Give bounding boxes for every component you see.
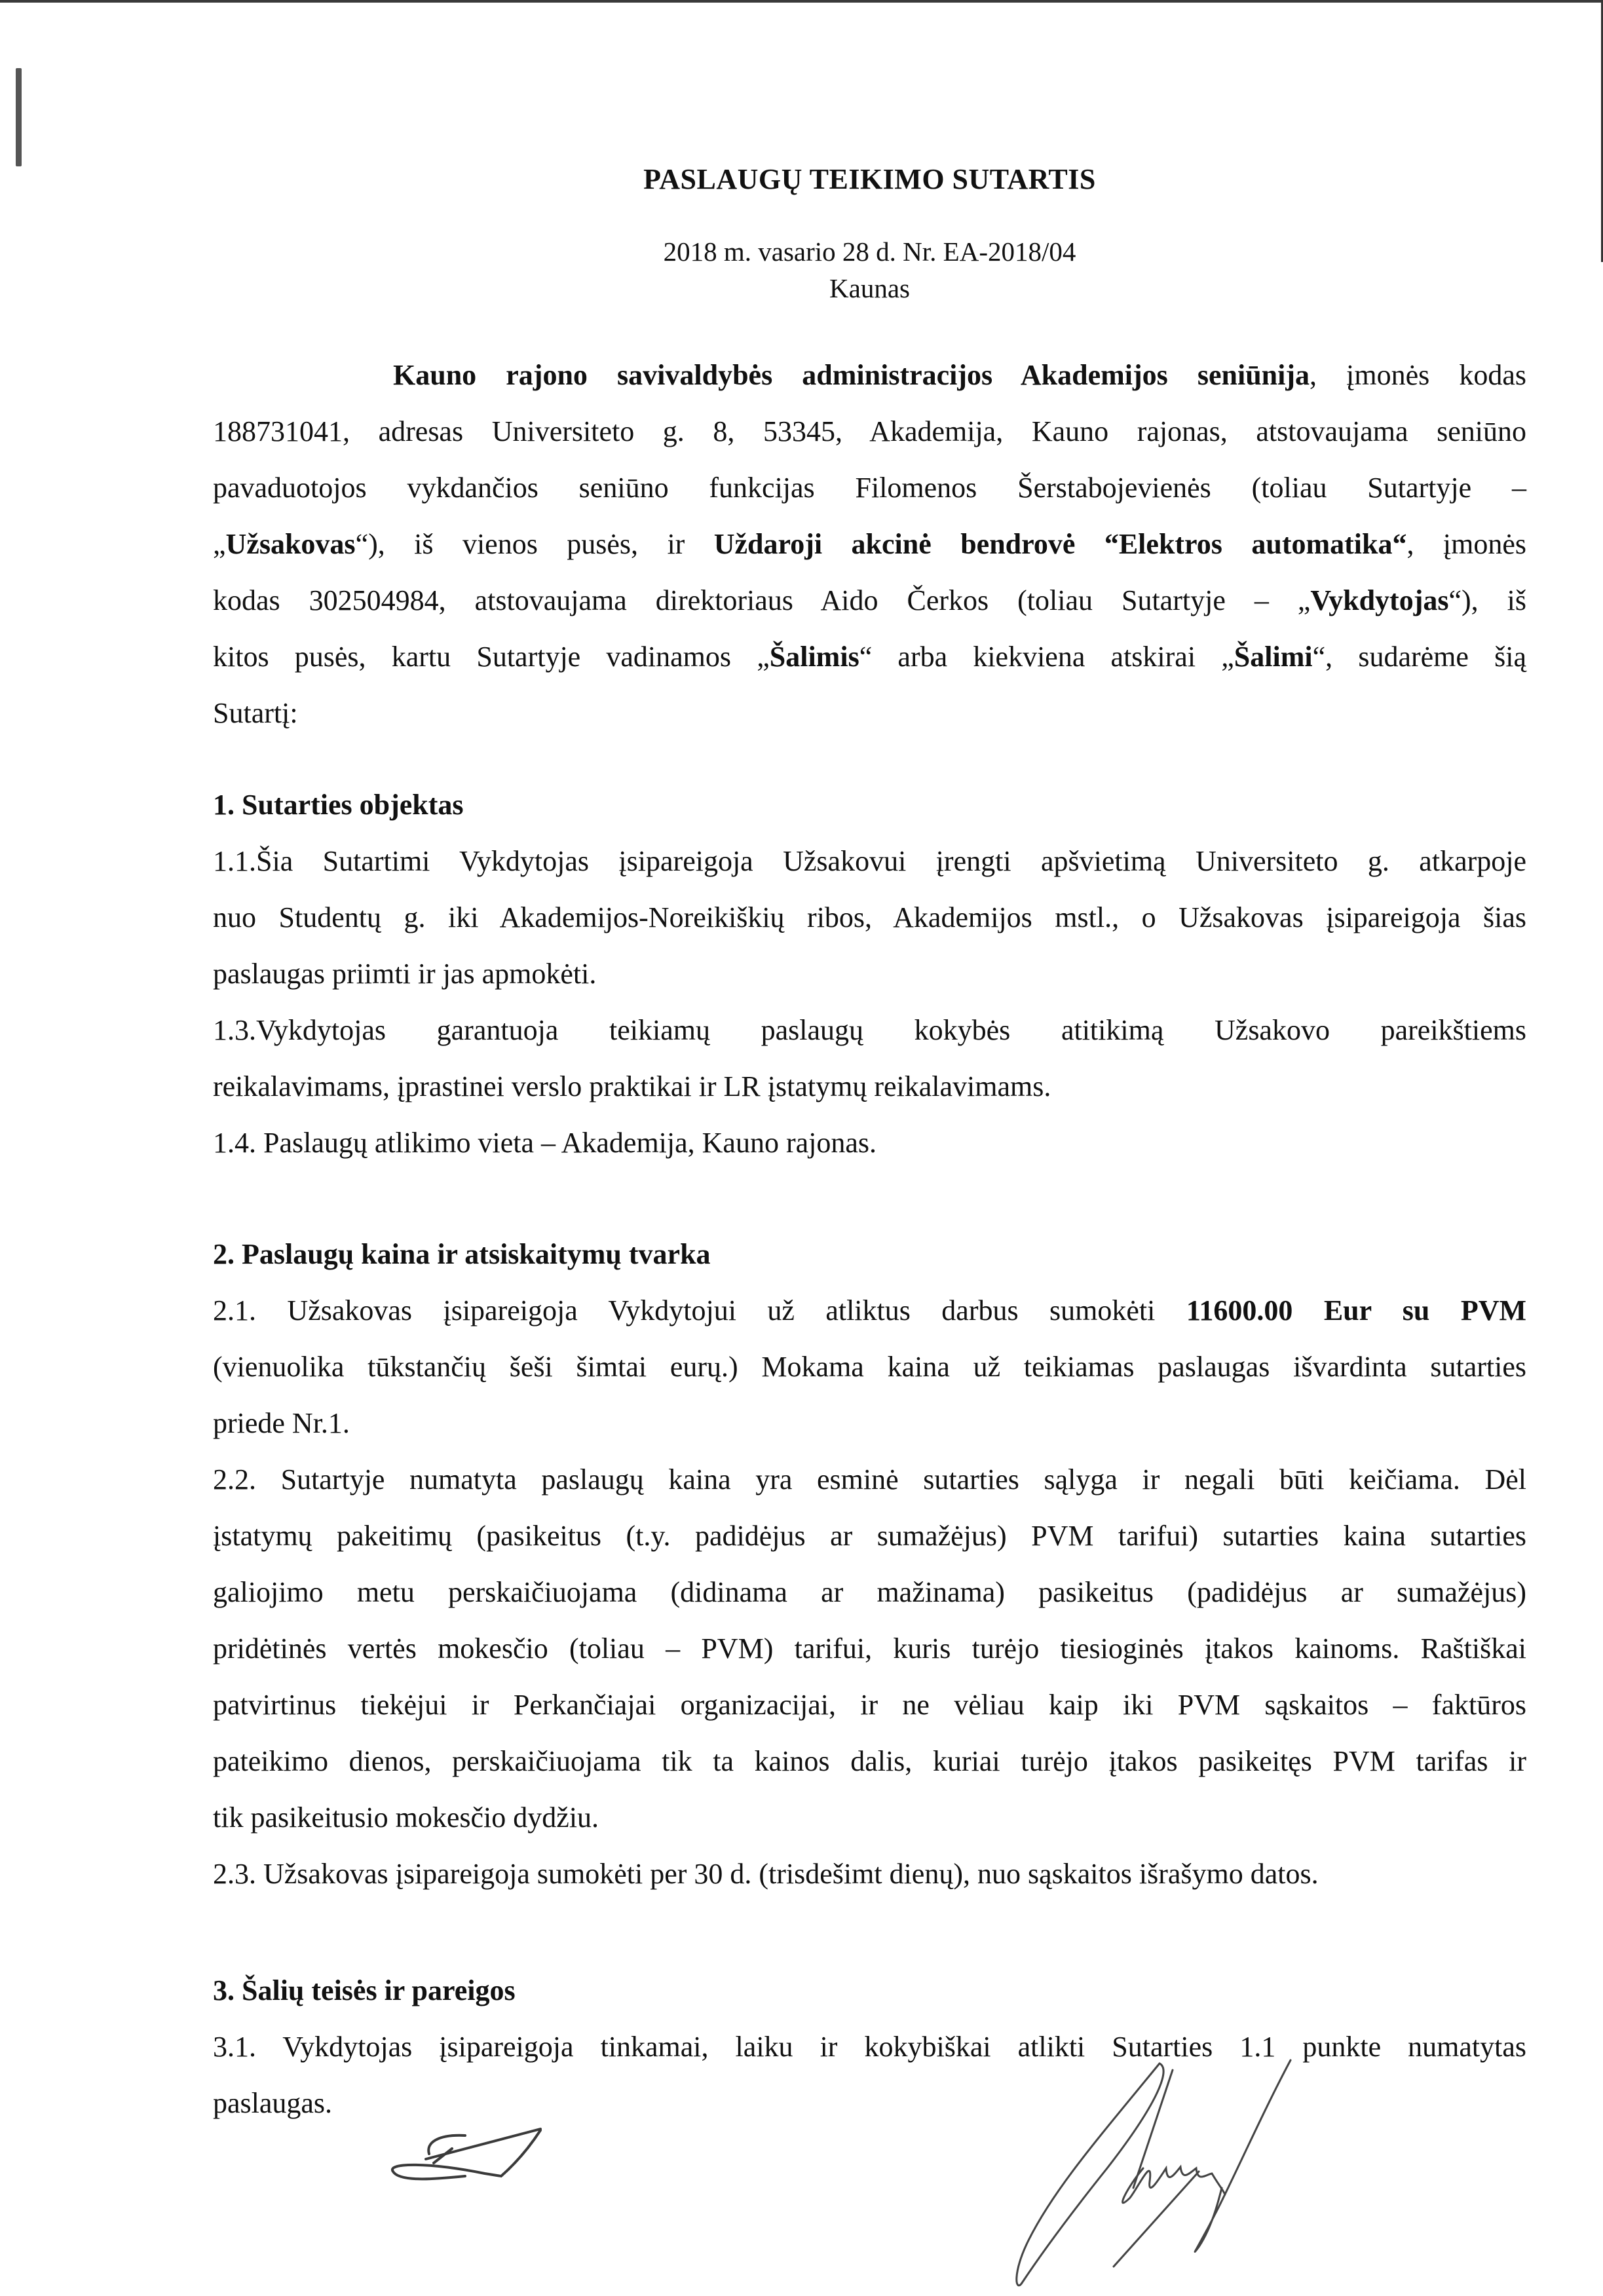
document-title: PASLAUGŲ TEIKIMO SUTARTIS [643,163,1096,195]
preamble-line: Sutartį: [213,697,298,729]
city: Kaunas [829,273,910,303]
clause-line: 3.1. Vykdytojas įsipareigoja tinkamai, laiku ir kokybiškai atlikti Sutarties 1.1 punkte numatytas [213,2031,1526,2063]
clause-line: reikalavimams, įprastinei verslo praktikai ir LR įstatymų reikalavimams. [213,1070,1051,1102]
section-2 [213,1226,1526,1902]
handwritten-signature-icon [1002,2057,1369,2293]
clause-line: 2.2. Sutartyje numatyta paslaugų kaina yra esminė sutarties sąlyga ir negali būti keičiama. Dėl [213,1463,1526,1496]
clause-line: 2.1. Užsakovas įsipareigoja Vykdytojui už atliktus darbus sumokėti 11600.00 Eur su PVM [213,1294,1527,1327]
party-term: Šalimi [1234,641,1313,673]
preamble-line: 188731041, adresas Universiteto g. 8, 53345, Akademija, Kauno rajonas, atstovaujama seniūno [213,415,1526,447]
parties-term: Šalimis [769,641,859,673]
party-2-name: Uždaroji akcinė bendrovė “Elektros automatika“ [713,528,1407,560]
preamble-line: „Užsakovas“), iš vienos pusės, ir Uždaroji akcinė bendrovė “Elektros automatika“, įmonės [213,528,1526,560]
clause-line: pridėtinės vertės mokesčio (toliau – PVM) tarifui, kuris turėjo tiesioginės įtakos kainoms. Raštiškai [213,1632,1526,1665]
preamble-line: kodas 302504984, atstovaujama direktoriaus Aido Čerkos (toliau Sutartyje – „Vykdytojas“), iš [213,584,1527,616]
preamble-line: Kauno rajono savivaldybės administracijos Akademijos seniūnija, įmonės kodas [393,359,1526,391]
clause-line: įstatymų pakeitimų (pasikeitus (t.y. padidėjus ar sumažėjus) PVM tarifui) sutarties kaina sutarties [213,1520,1526,1552]
clause-line: 1.1.Šia Sutartimi Vykdytojas įsipareigoja Užsakovui įrengti apšvietimą Universiteto g. atkarpoje [213,845,1526,877]
clause-line: 1.4. Paslaugų atlikimo vieta – Akademija, Kauno rajonas. [213,1127,877,1159]
clause-line: paslaugas priimti ir jas apmokėti. [213,958,597,990]
clause-line: 2.3. Užsakovas įsipareigoja sumokėti per 30 d. (trisdešimt dienų), nuo sąskaitos išrašymo datos. [213,1858,1319,1890]
contractor-term: Vykdytojas [1310,584,1449,616]
preamble-line: kitos pusės, kartu Sutartyje vadinamos „Šalimis“ arba kiekviena atskirai „Šalimi“, sudarėme šią [213,641,1526,673]
clause-line: paslaugas. [213,2087,333,2119]
initials-signature-icon [387,2122,557,2194]
clause-line: nuo Studentų g. iki Akademijos-Noreikiškių ribos, Akademijos mstl., o Užsakovas įsipareigoja šias [213,901,1526,933]
clause-line: priede Nr.1. [213,1407,350,1439]
clause-line: galiojimo metu perskaičiuojama (didinama ar mažinama) pasikeitus (padidėjus ar sumažėjus) [213,1576,1526,1608]
clause-line: tik pasikeitusio mokesčio dydžiu. [213,1801,599,1834]
preamble-line: pavaduotojos vykdančios seniūno funkcijas Filomenos Šerstabojevienės (toliau Sutartyje – [213,472,1526,504]
preamble [213,347,1526,742]
document-dateline [213,233,1526,307]
clause-line: pateikimo dienos, perskaičiuojama tik ta kainos dalis, kuriai turėjo įtakos pasikeitęs PVM tarifas ir [213,1745,1526,1777]
section-heading: 1. Sutarties objektas [213,789,464,821]
clause-line: patvirtinus tiekėjui ir Perkančiajai organizacijai, ir ne vėliau kaip iki PVM sąskaitos – faktūros [213,1689,1526,1721]
scan-top-edge [0,0,1603,3]
clause-line: (vienuolika tūkstančių šeši šimtai eurų.) Mokama kaina už teikiamas paslaugas išvardinta sutarties [213,1351,1526,1383]
party-1-name: Kauno rajono savivaldybės administracijos Akademijos seniūnija [393,359,1310,391]
section-heading: 3. Šalių teisės ir pareigos [213,1974,516,2006]
clause-line: 1.3.Vykdytojas garantuoja teikiamų paslaugų kokybės atitikimą Užsakovo pareikštiems [213,1014,1526,1046]
section-heading: 2. Paslaugų kaina ir atsiskaitymų tvarka [213,1238,711,1270]
section-1 [213,777,1526,1171]
margin-mark [16,68,22,166]
customer-term: Užsakovas [225,528,356,560]
date-number: 2018 m. vasario 28 d. Nr. EA-2018/04 [663,236,1076,267]
contract-price: 11600.00 Eur su PVM [1186,1294,1527,1327]
